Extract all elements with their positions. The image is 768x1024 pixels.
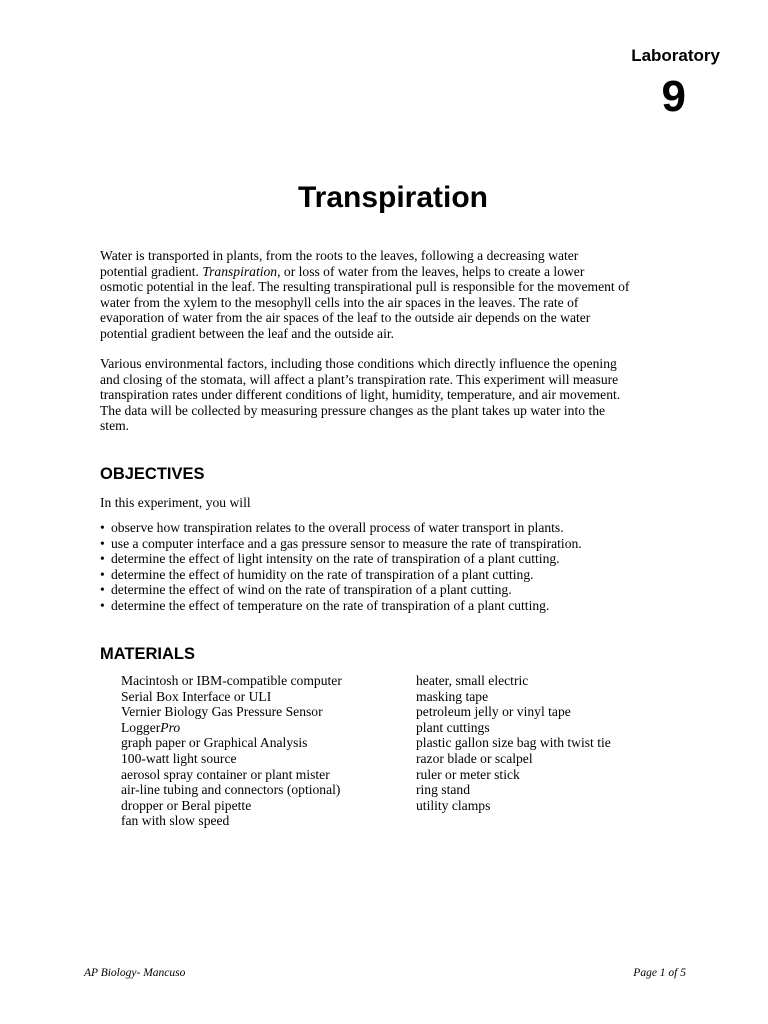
list-item [100, 567, 582, 583]
objective-text: use a computer interface and a gas pressure sensor to measure the rate of transpiration. [111, 535, 582, 551]
paragraph-line: and closing of the stomata, will affect a plant’s transpiration rate. This experiment will measure [100, 371, 619, 387]
list-item: utility clamps [416, 797, 491, 813]
list-item: aerosol spray container or plant mister [121, 766, 330, 782]
materials-right-column [416, 673, 611, 813]
list-item: 100-watt light source [121, 750, 237, 766]
list-item: fan with slow speed [121, 813, 230, 829]
list-item: Vernier Biology Gas Pressure Sensor [121, 704, 323, 720]
list-item [100, 536, 582, 552]
bullet-icon: • [100, 551, 105, 567]
list-item: masking tape [416, 688, 489, 704]
objective-text: determine the effect of wind on the rate of transpiration of a plant cutting. [111, 582, 512, 598]
list-item: dropper or Beral pipette [121, 797, 252, 813]
list-item: ruler or meter stick [416, 766, 520, 782]
objective-text: observe how transpiration relates to the overall process of water transport in plants. [111, 520, 564, 535]
material-text: Logger [121, 719, 161, 735]
objectives-heading: OBJECTIVES [100, 465, 205, 483]
footer-page-number: Page 1 of 5 [633, 967, 686, 979]
paragraph-text: potential gradient. [100, 263, 203, 279]
objective-text: determine the effect of humidity on the rate of transpiration of a plant cutting. [111, 566, 534, 582]
list-item: petroleum jelly or vinyl tape [416, 704, 571, 720]
paragraph-line: The data will be collected by measuring pressure changes as the plant takes up water into the [100, 402, 606, 418]
list-item: ring stand [416, 782, 470, 798]
objectives-list [100, 520, 582, 614]
lab-label: Laboratory [631, 46, 720, 65]
bullet-icon: • [100, 582, 105, 598]
bullet-icon: • [100, 566, 105, 582]
list-item [100, 582, 582, 598]
paragraph-text: , or loss of water from the leaves, helps to create a lower [277, 263, 585, 279]
list-item: razor blade or scalpel [416, 750, 533, 766]
list-item [121, 720, 342, 736]
objectives-intro: In this experiment, you will [100, 495, 251, 510]
bullet-icon: • [100, 597, 105, 613]
material-text-italic: Pro [160, 719, 181, 735]
list-item [100, 520, 582, 536]
paragraph-line: evaporation of water from the air spaces of the leaf to the outside air depends on the water [100, 310, 591, 326]
paragraph-line: transpiration rates under different conditions of light, humidity, temperature, and air movement. [100, 387, 621, 403]
paragraph-line: Various environmental factors, including those conditions which directly influence the opening [100, 356, 617, 371]
factors-paragraph [100, 356, 700, 434]
paragraph-line: Water is transported in plants, from the roots to the leaves, following a decreasing water [100, 248, 579, 263]
lab-number: 9 [661, 72, 686, 121]
list-item [100, 598, 582, 614]
list-item: plant cuttings [416, 719, 490, 735]
list-item: heater, small electric [416, 673, 529, 688]
intro-paragraph [100, 248, 700, 342]
objective-text: determine the effect of light intensity on the rate of transpiration of a plant cutting. [111, 551, 560, 567]
list-item [100, 551, 582, 567]
paragraph-line: water from the xylem to the mesophyll cells into the air spaces in the leaves. The rate of [100, 294, 579, 310]
paragraph-line: osmotic potential in the leaf. The resulting transpirational pull is responsible for the movement of [100, 279, 630, 295]
list-item: graph paper or Graphical Analysis [121, 735, 308, 751]
objective-text: determine the effect of temperature on the rate of transpiration of a plant cutting. [111, 597, 550, 613]
bullet-icon: • [100, 535, 105, 551]
paragraph-line: stem. [100, 418, 130, 434]
list-item: air-line tubing and connectors (optional) [121, 782, 341, 798]
list-item: Serial Box Interface or ULI [121, 688, 272, 704]
materials-left-column [121, 673, 342, 829]
term-transpiration: Transpiration [202, 263, 278, 279]
paragraph-line [100, 264, 700, 280]
bullet-icon: • [100, 520, 105, 535]
list-item: plastic gallon size bag with twist tie [416, 735, 611, 751]
paragraph-line: potential gradient between the leaf and the outside air. [100, 325, 395, 341]
materials-heading: MATERIALS [100, 645, 196, 663]
page-title: Transpiration [297, 181, 489, 214]
list-item: Macintosh or IBM-compatible computer [121, 673, 342, 688]
footer-course: AP Biology- Mancuso [84, 967, 186, 979]
